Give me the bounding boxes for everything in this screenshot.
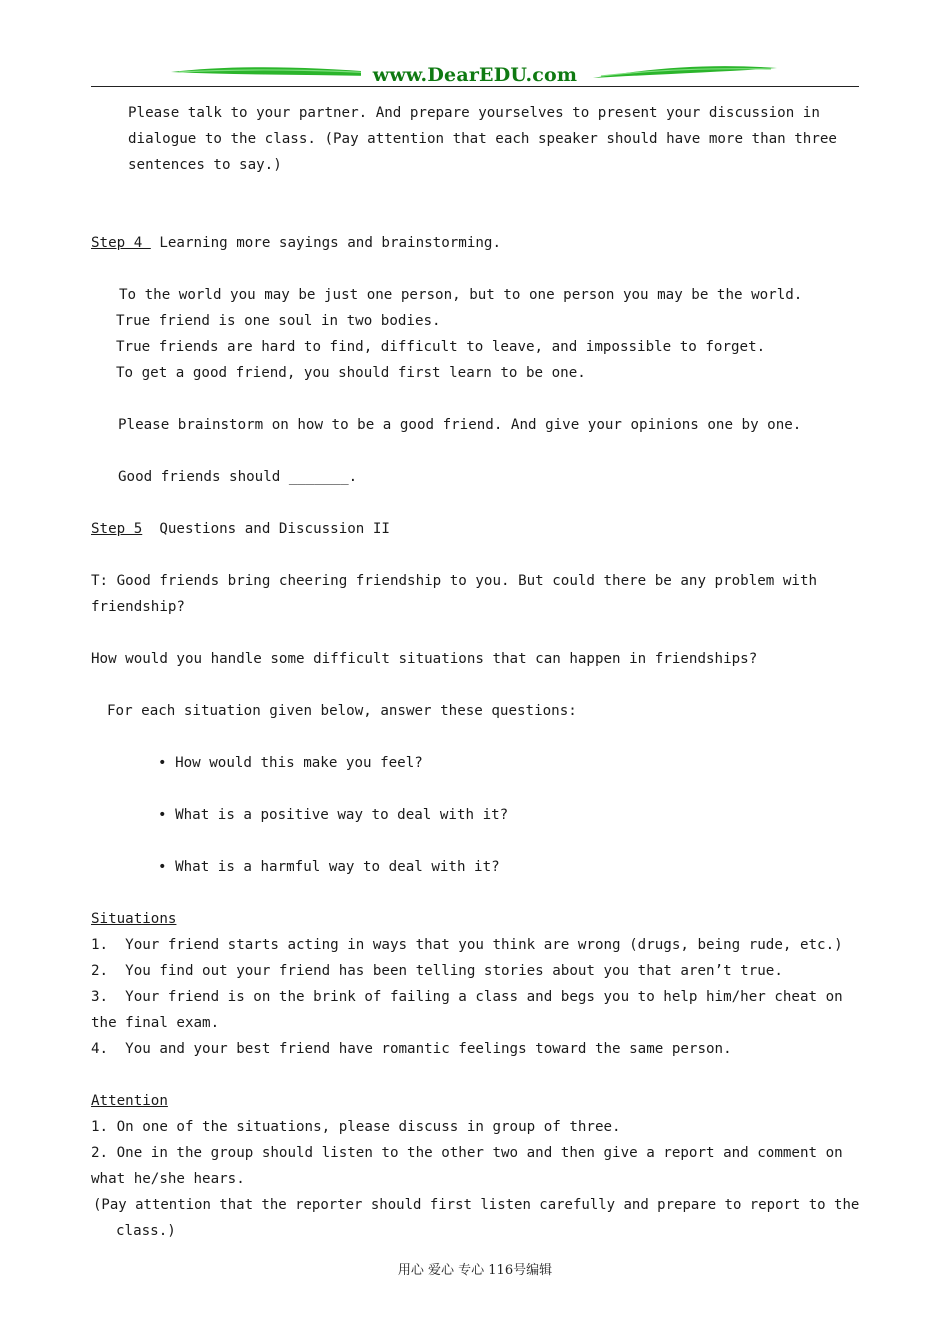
step4-label: Step 4 (91, 235, 151, 251)
bullet-question-3: • What is a harmful way to deal with it? (158, 859, 500, 875)
step4-title: Learning more sayings and brainstorming. (159, 235, 502, 251)
intro-line-1: Please talk to your partner. And prepare yourselves to present your discussion in (128, 105, 820, 121)
site-logo: www.DearEDU.com (361, 64, 589, 86)
page-footer: 用心 爱心 专心 116号编辑 (397, 1263, 553, 1278)
teacher-line-1: T: Good friends bring cheering friendship to you. But could there be any problem with (91, 573, 818, 589)
saying-4: To get a good friend, you should first learn to be one. (116, 365, 586, 381)
good-friends-prompt: Good friends should _______. (118, 469, 358, 485)
situation-3-continued: the final exam. (91, 1015, 220, 1031)
situation-4: 4. You and your best friend have romantic feelings toward the same person. (91, 1041, 732, 1057)
brainstorm-instruction: Please brainstorm on how to be a good friend. And give your opinions one by one. (118, 417, 802, 433)
attention-note: (Pay attention that the reporter should first listen carefully and prepare to report to the (93, 1197, 860, 1213)
situations-heading: Situations (91, 911, 177, 927)
attention-note-continued: class.) (116, 1223, 176, 1239)
step5-title: Questions and Discussion II (159, 521, 390, 537)
step5-heading (91, 519, 390, 539)
teacher-line-2: friendship? (91, 599, 185, 615)
page-header (91, 60, 859, 90)
saying-3: True friends are hard to find, difficult to leave, and impossible to forget. (116, 339, 766, 355)
header-rule (91, 86, 859, 87)
attention-heading: Attention (91, 1093, 168, 1109)
situations-instruction: For each situation given below, answer these questions: (107, 703, 577, 719)
situation-2: 2. You find out your friend has been telling stories about you that aren’t true. (91, 963, 783, 979)
intro-line-3: sentences to say.) (128, 157, 282, 173)
attention-1: 1. On one of the situations, please discuss in group of three. (91, 1119, 621, 1135)
right-swoosh-decoration (591, 60, 791, 86)
situation-3: 3. Your friend is on the brink of failing a class and begs you to help him/her cheat on (91, 989, 843, 1005)
attention-2-continued: what he/she hears. (91, 1171, 245, 1187)
attention-2: 2. One in the group should listen to the other two and then give a report and comment on (91, 1145, 843, 1161)
step5-label: Step 5 (91, 521, 143, 537)
situation-1: 1. Your friend starts acting in ways that you think are wrong (drugs, being rude, etc.) (91, 937, 843, 953)
bullet-question-1: • How would this make you feel? (158, 755, 423, 771)
saying-1: To the world you may be just one person, but to one person you may be the world. (119, 287, 803, 303)
bullet-question-2: • What is a positive way to deal with it? (158, 807, 509, 823)
step4-heading (91, 233, 501, 253)
situations-question: How would you handle some difficult situations that can happen in friendships? (91, 651, 758, 667)
intro-line-2: dialogue to the class. (Pay attention that each speaker should have more than three (128, 131, 837, 147)
saying-2: True friend is one soul in two bodies. (116, 313, 441, 329)
